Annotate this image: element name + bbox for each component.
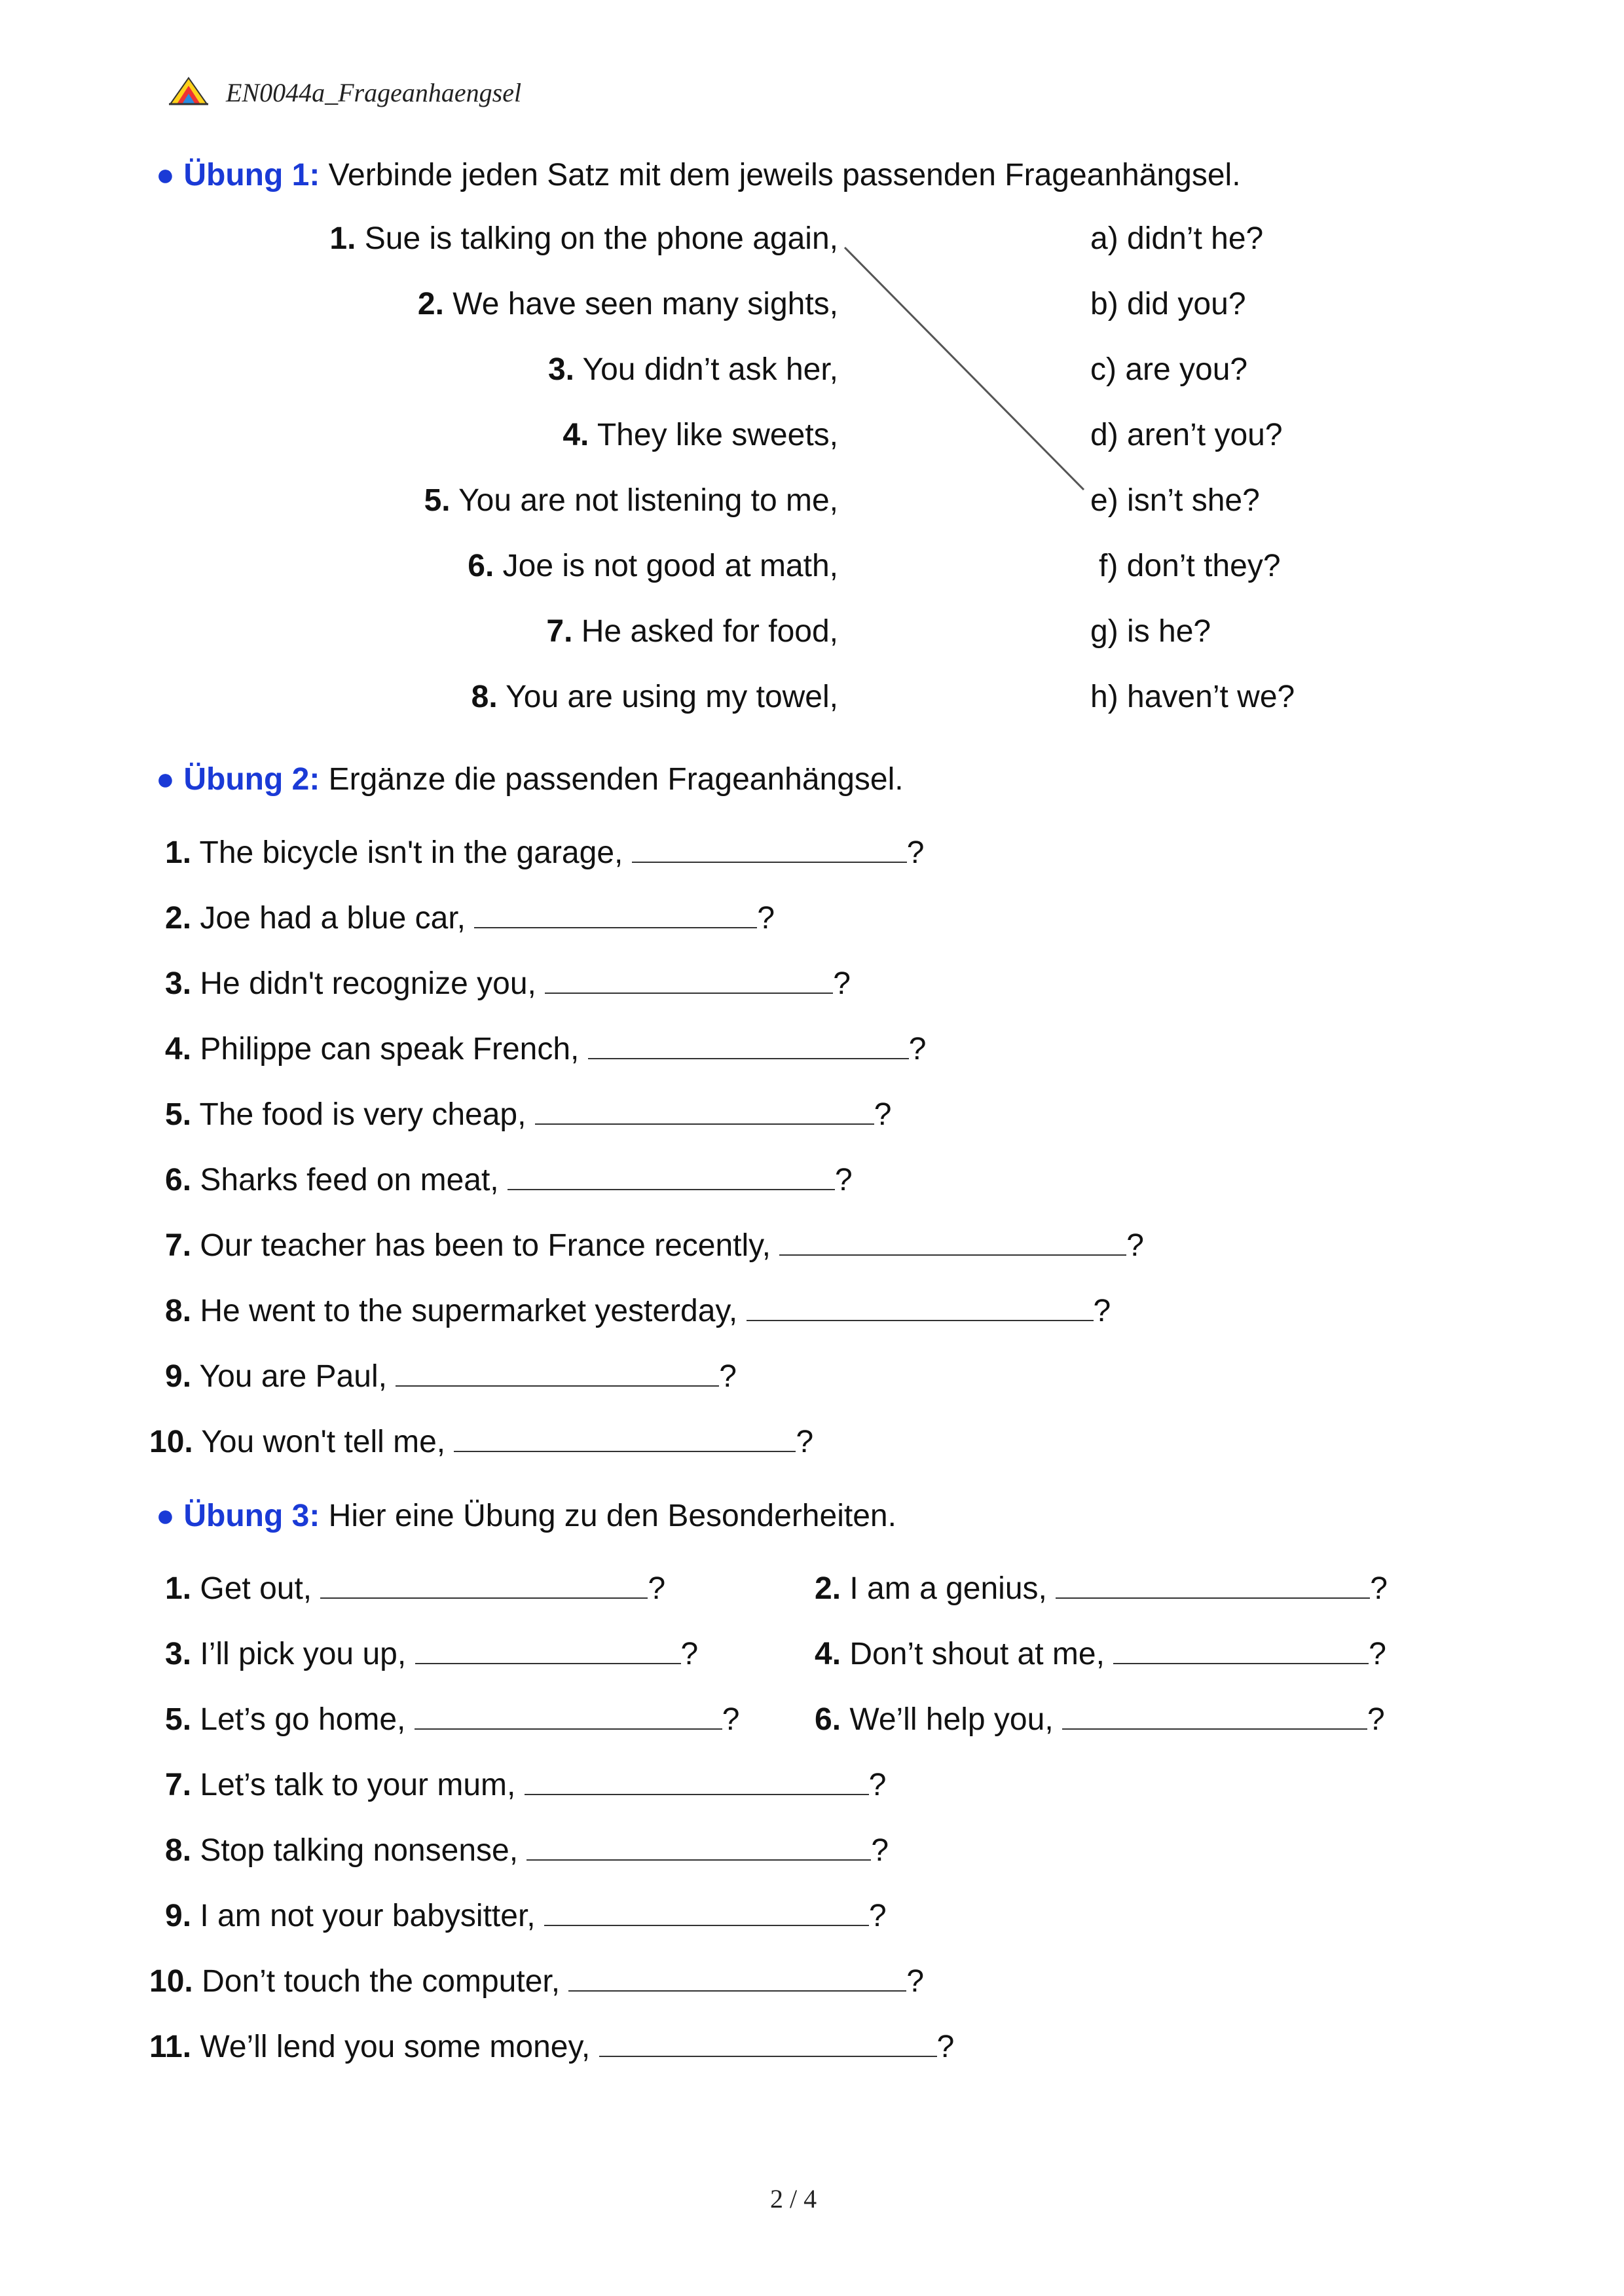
match-left-item: 6. Joe is not good at math, (468, 549, 838, 583)
exercise-2-instruction: Ergänze die passenden Frageanhängsel. (328, 762, 904, 797)
fill-item: 1. The bicycle isn't in the garage, ? (165, 830, 924, 871)
exercise-2-heading (156, 761, 904, 797)
match-right-item: g) is he? (1090, 614, 1211, 649)
exercise-3-instruction: Hier eine Übung zu den Besonderheiten. (328, 1499, 896, 1533)
fill-item: 9. You are Paul, ? (165, 1354, 737, 1394)
exercise-1-label: Übung 1: (183, 158, 320, 192)
fill-item: 11. We’ll lend you some money, ? (149, 2024, 954, 2065)
match-left-item: 2. We have seen many sights, (417, 287, 838, 321)
answer-blank[interactable] (526, 1828, 871, 1861)
exercise-2-label: Übung 2: (183, 762, 320, 797)
fill-item: 1. Get out, ? (165, 1566, 665, 1607)
answer-blank[interactable] (507, 1157, 835, 1190)
answer-blank[interactable] (320, 1566, 648, 1599)
document-title: EN0044a_Frageanhaengsel (226, 78, 522, 107)
answer-blank[interactable] (544, 1893, 869, 1926)
fill-item: 8. Stop talking nonsense, ? (165, 1828, 889, 1868)
match-right-item: d) aren’t you? (1090, 418, 1283, 452)
answer-blank[interactable] (1056, 1566, 1370, 1599)
fill-item: 4. Don’t shout at me, ? (815, 1631, 1386, 1672)
fill-item: 3. He didn't recognize you, ? (165, 961, 851, 1002)
answer-blank[interactable] (1113, 1631, 1369, 1664)
example-match-line (0, 0, 1624, 786)
fill-item: 2. Joe had a blue car, ? (165, 896, 775, 936)
exercise-3-heading (156, 1498, 896, 1534)
match-right-item: b) did you? (1090, 287, 1246, 321)
fill-item: 8. He went to the supermarket yesterday, ? (165, 1288, 1111, 1329)
match-right-item: c) are you? (1090, 352, 1248, 387)
answer-blank[interactable] (545, 961, 833, 994)
answer-blank[interactable] (779, 1223, 1126, 1256)
fill-item: 6. We’ll help you, ? (815, 1697, 1385, 1738)
match-right-item: e) isn’t she? (1090, 483, 1260, 518)
answer-blank[interactable] (396, 1354, 719, 1387)
bullet-icon: ● (156, 1499, 175, 1533)
fill-item: 7. Let’s talk to your mum, ? (165, 1762, 886, 1803)
fill-item: 10. You won't tell me, ? (149, 1419, 813, 1460)
answer-blank[interactable] (632, 830, 907, 863)
answer-blank[interactable] (588, 1027, 909, 1059)
bullet-icon: ● (156, 762, 175, 797)
exercise-3-label: Übung 3: (183, 1499, 320, 1533)
fill-item: 4. Philippe can speak French, ? (165, 1027, 926, 1067)
fill-item: 3. I’ll pick you up, ? (165, 1631, 698, 1672)
fill-item: 5. Let’s go home, ? (165, 1697, 739, 1738)
answer-blank[interactable] (568, 1959, 906, 1992)
exercise-1-instruction: Verbinde jeden Satz mit dem jeweils passenden Frageanhängsel. (328, 158, 1241, 192)
fill-item: 7. Our teacher has been to France recently, ? (165, 1223, 1144, 1264)
match-left-item: 7. He asked for food, (546, 614, 838, 649)
match-left-item: 5. You are not listening to me, (424, 483, 838, 518)
match-right-item: h) haven’t we? (1090, 680, 1295, 714)
fill-item: 5. The food is very cheap, ? (165, 1092, 891, 1133)
answer-blank[interactable] (525, 1762, 869, 1795)
page-number: 2 / 4 (770, 2184, 817, 2214)
fill-item: 6. Sharks feed on meat, ? (165, 1157, 853, 1198)
answer-blank[interactable] (415, 1631, 681, 1664)
answer-blank[interactable] (454, 1419, 796, 1452)
answer-blank[interactable] (474, 896, 757, 928)
bullet-icon: ● (156, 158, 175, 192)
answer-blank[interactable] (1062, 1697, 1367, 1730)
match-left-item: 3. You didn’t ask her, (547, 352, 838, 387)
match-left-item: 1. Sue is talking on the phone again, (329, 221, 838, 256)
answer-blank[interactable] (535, 1092, 874, 1125)
answer-blank[interactable] (415, 1697, 722, 1730)
fill-item: 9. I am not your babysitter, ? (165, 1893, 887, 1934)
fill-item: 2. I am a genius, ? (815, 1566, 1388, 1607)
match-left-item: 8. You are using my towel, (471, 680, 838, 714)
match-right-item: a) didn’t he? (1090, 221, 1264, 256)
match-right-item: f) don’t they? (1099, 549, 1281, 583)
match-left-item: 4. They like sweets, (563, 418, 838, 452)
fill-item: 10. Don’t touch the computer, ? (149, 1959, 924, 1999)
answer-blank[interactable] (747, 1288, 1094, 1321)
answer-blank[interactable] (599, 2024, 937, 2057)
